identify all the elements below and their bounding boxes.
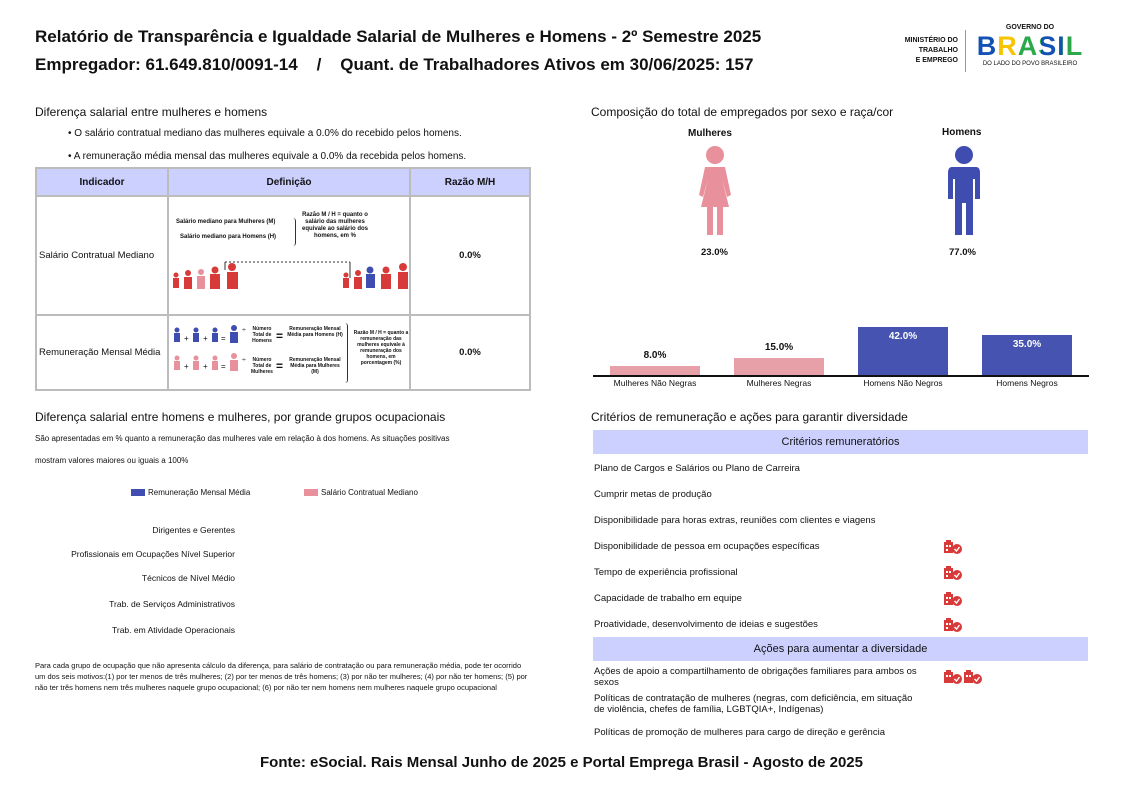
criteria-item: Proatividade, desenvolvimento de ideias e sugestões: [594, 619, 818, 630]
bullet-remuneration: • A remuneração média mensal das mulheres equivale a 0.0% da recebida pelos homens.: [68, 151, 467, 162]
chart-baseline: [593, 375, 1089, 377]
def-women-count: Número Total de Mulheres: [251, 357, 273, 375]
row-label: Salário Contratual Mediano: [36, 196, 168, 315]
legend-salary: [304, 488, 418, 497]
occupational-footnote: Para cada grupo de ocupação que não apresenta cálculo da diferença, para salário de contratação ou para remuneração média, pode ter ocorrido um dos seis motivos:(1) por ter menos de três mulheres; (2) por ter menos de três homens; (3) por não ter mulheres; (4) por não ter homens; (5) por não ter três homens nem três mulheres naquele grupo ocupacional; (6) por não ter nem homens nem mulheres naquele grupo ocupacional: [35, 661, 528, 692]
woman-icon: [693, 145, 737, 237]
def-ratio-text: Razão M / H = quanto o salário das mulheres equivale ao salário dos homens, em %: [301, 212, 369, 239]
criteria-item: Capacidade de trabalho em equipe: [594, 593, 742, 604]
def-men-count: Número Total de Homens: [252, 326, 272, 344]
source-footer: Fonte: eSocial. Rais Mensal Junho de 2025 e Portal Emprega Brasil - Agosto de 2025: [260, 754, 863, 771]
men-label: Homens: [942, 127, 982, 138]
equals-a: =: [276, 329, 284, 343]
indicator-table: [35, 167, 531, 391]
employer-line: Empregador: 61.649.810/0091-14 / Quant. de Trabalhadores Ativos em 30/06/2025: 157: [35, 55, 754, 74]
ministry-line2: TRABALHO: [918, 47, 958, 54]
company-check-icon: [943, 618, 963, 632]
svg-text:=: =: [221, 334, 226, 343]
col-indicator: Indicador: [36, 168, 168, 196]
company-check-icon-double: [943, 670, 983, 684]
criteria-item: Tempo de experiência profissional: [594, 567, 738, 578]
logo-divider: [965, 30, 966, 72]
people-median-figures: [170, 248, 410, 314]
company-check-icon: [943, 566, 963, 580]
women-pct: 23.0%: [701, 247, 728, 258]
criteria-heading: Critérios de remuneração e ações para garantir diversidade: [591, 410, 908, 424]
gov-slogan: DO LADO DO POVO BRASILEIRO: [982, 61, 1078, 67]
group-label: Técnicos de Nível Médio: [141, 573, 235, 583]
bar-value-label: 42.0%: [888, 331, 918, 342]
actions-title: Ações para aumentar a diversidade: [593, 637, 1088, 661]
criteria-item: Disponibilidade de pessoa em ocupações específicas: [594, 541, 820, 552]
group-label: Profissionais em Ocupações Nível Superior: [71, 549, 235, 559]
col-definition: Definição: [168, 168, 410, 196]
div-sign-a: ÷: [242, 327, 246, 334]
men-pct: 77.0%: [949, 247, 976, 258]
people-average-figures: [172, 325, 242, 375]
salary-diff-heading: Diferença salarial entre mulheres e homens: [35, 105, 268, 119]
ministry-logo: [888, 36, 958, 66]
ratio-contract: 0.0%: [410, 196, 530, 315]
legend-swatch-blue: [131, 489, 145, 496]
bar-category-label: Mulheres Negras: [746, 378, 812, 388]
definition-cell: [168, 315, 410, 390]
action-item: Políticas de contratação de mulheres (negras, com deficiência, em situação de violência, chefes de família, LGBTQIA+, Indígenas): [594, 693, 913, 715]
gov-brasil-logo: [976, 24, 1084, 67]
composition-heading: Composição do total de empregados por sexo e raça/cor: [591, 105, 894, 119]
bar-0: [610, 366, 700, 375]
bar-value-label: 35.0%: [1012, 339, 1042, 350]
svg-text:=: =: [221, 362, 226, 371]
company-check-icon: [943, 540, 963, 554]
bar-category-label: Mulheres Não Negras: [613, 378, 697, 388]
def-women-median: Salário mediano para Mulheres (M): [176, 219, 276, 225]
group-label: Trab. de Serviços Administrativos: [109, 599, 235, 609]
row-label: Remuneração Mensal Média: [36, 315, 168, 390]
criteria-item: Plano de Cargos e Salários ou Plano de Carreira: [594, 463, 800, 474]
brace: [293, 218, 296, 246]
occupational-heading: Diferença salarial entre homens e mulheres, por grande grupos ocupacionais: [35, 410, 446, 424]
svg-text:+: +: [184, 334, 189, 343]
race-composition-chart: [593, 300, 1089, 395]
svg-text:+: +: [203, 362, 208, 371]
bar-value-label: 15.0%: [764, 342, 794, 353]
def-men-median: Salário mediano para Homens (H): [180, 234, 277, 240]
group-label: Dirigentes e Gerentes: [152, 525, 235, 535]
gov-brand: BRASIL: [976, 31, 1084, 61]
def-ratio-text: Razão M / H = quanto a remuneração das mulheres equivale à remuneração dos homens, em porcentagem (%): [353, 330, 409, 366]
ratio-remuneration: 0.0%: [410, 315, 530, 390]
legend-label: Remuneração Mensal Média: [148, 488, 251, 497]
def-women-average: Remuneração Mensal Média para Mulheres (M): [289, 357, 341, 375]
legend-label: Salário Contratual Mediano: [321, 488, 418, 497]
criteria-title: Critérios remuneratórios: [593, 430, 1088, 454]
brace: [345, 323, 348, 383]
legend-remuneration: [131, 488, 250, 497]
table-row: [36, 196, 530, 315]
def-men-average: Remuneração Mensal Média para Homens (H): [287, 326, 343, 338]
svg-text:+: +: [203, 334, 208, 343]
man-icon: [942, 145, 986, 237]
ministry-line1: MINISTÉRIO DO: [904, 37, 958, 44]
occupational-desc-1: São apresentadas em % quanto a remuneração das mulheres vale em relação à dos homens. As situações positivas: [35, 434, 450, 443]
bullet-contract: • O salário contratual mediano das mulheres equivale a 0.0% do recebido pelos homens.: [68, 128, 462, 139]
svg-text:+: +: [184, 362, 189, 371]
equals-b: =: [276, 359, 284, 373]
company-check-icon: [943, 592, 963, 606]
criteria-item: Cumprir metas de produção: [594, 489, 712, 500]
action-item: Políticas de promoção de mulheres para cargo de direção e gerência: [594, 727, 885, 738]
ministry-line3: E EMPREGO: [915, 57, 958, 64]
criteria-item: Disponibilidade para horas extras, reuniões com clientes e viagens: [594, 515, 876, 526]
definition-cell: [168, 196, 410, 315]
occupational-groups: [35, 525, 235, 649]
col-ratio: Razão M/H: [410, 168, 530, 196]
women-label: Mulheres: [688, 128, 732, 139]
legend-swatch-pink: [304, 489, 318, 496]
action-item: Ações de apoio a compartilhamento de obrigações familiares para ambos os sexos: [594, 666, 917, 688]
bar-1: [734, 358, 824, 375]
bar-category-label: Homens Não Negros: [863, 378, 943, 388]
group-label: Trab. em Atividade Operacionais: [112, 625, 235, 635]
gov-top: GOVERNO DO: [1005, 24, 1055, 31]
report-title: Relatório de Transparência e Igualdade Salarial de Mulheres e Homens - 2º Semestre 2025: [35, 27, 762, 46]
occupational-desc-2: mostram valores maiores ou iguais a 100%: [35, 456, 189, 465]
table-row: [36, 315, 530, 390]
div-sign-b: ÷: [242, 357, 246, 364]
bar-category-label: Homens Negros: [996, 378, 1058, 388]
bar-value-label: 8.0%: [643, 350, 667, 361]
